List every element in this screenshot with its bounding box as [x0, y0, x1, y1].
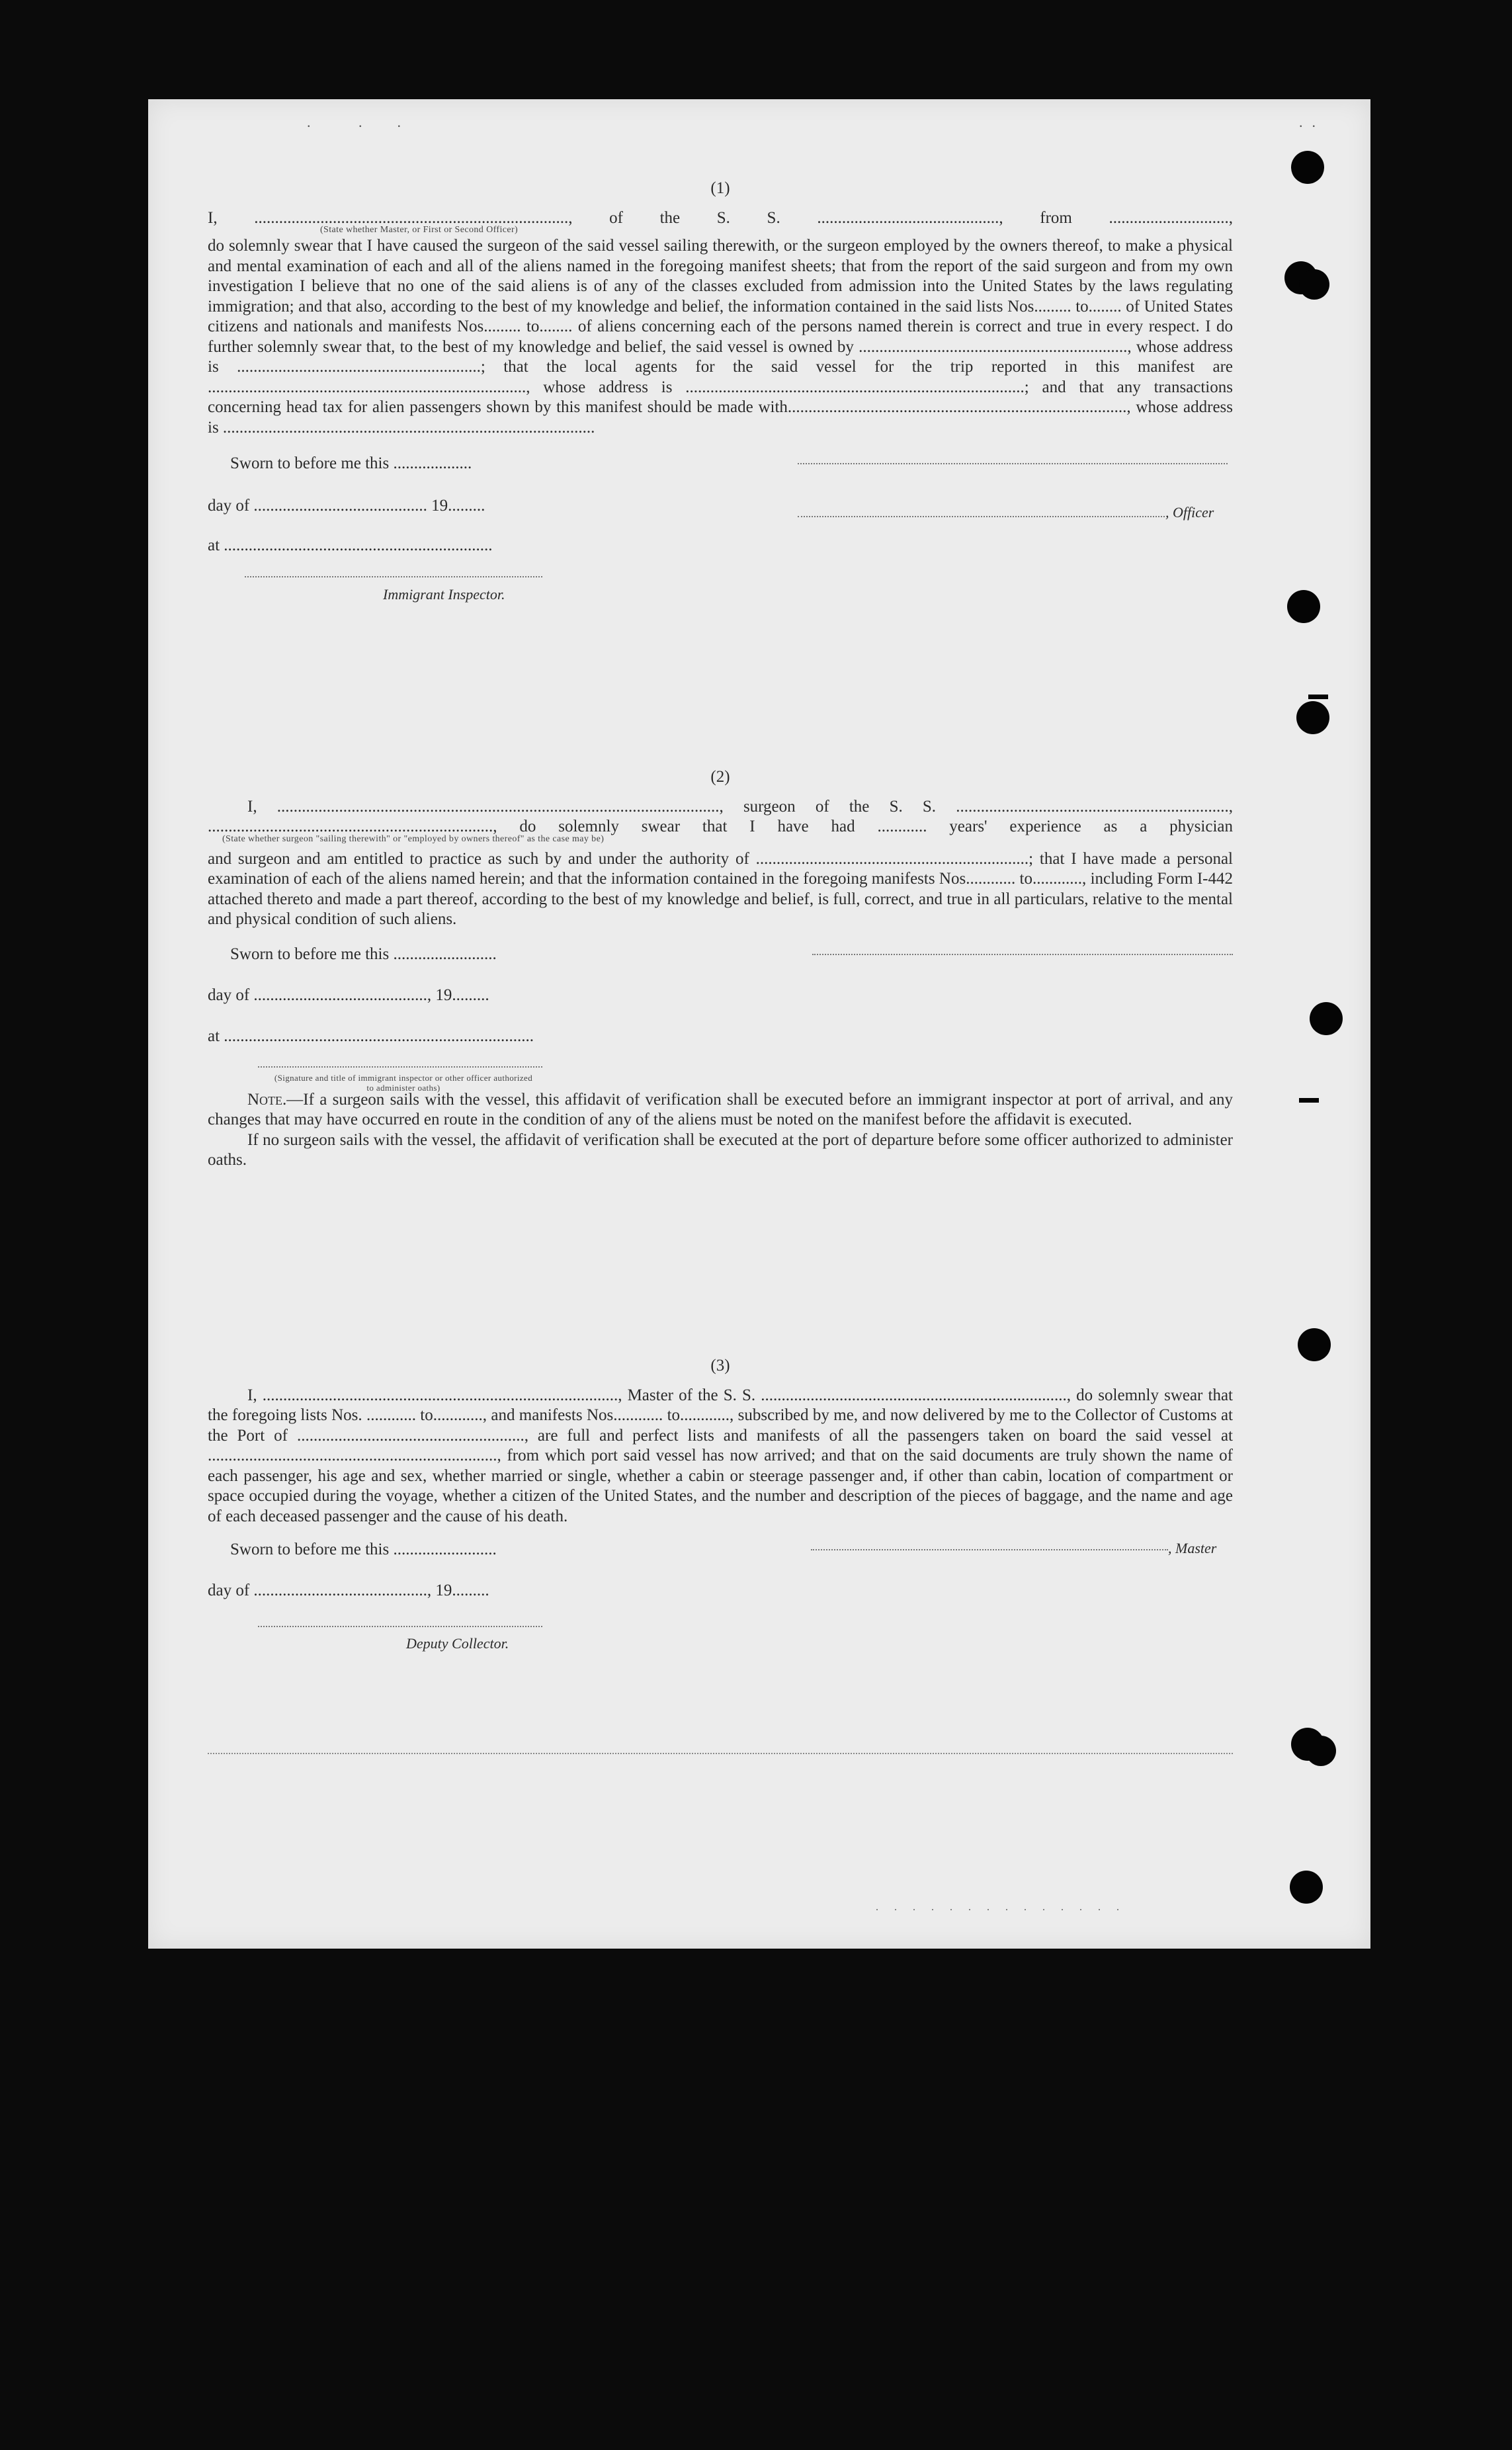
- field-caption: (State whether surgeon "sailing therewith" or "employed by owners thereof" as the case may be): [222, 833, 605, 844]
- punch-hole: [1290, 1871, 1323, 1904]
- scan-speck: . . . . . . . . . . . . . .: [876, 1902, 1126, 1913]
- section-heading: (3): [710, 1357, 730, 1374]
- punch-hole: [1284, 261, 1318, 294]
- scan-speck: ..: [1299, 114, 1325, 130]
- sworn-line: Sworn to before me this .........................: [230, 1541, 497, 1558]
- manifest-page: [148, 99, 1370, 1949]
- signature-line: [798, 463, 1228, 464]
- scan-mark: [1299, 1098, 1319, 1103]
- surgeon-line: I, ..........................................................................................................., surgeon of the S. S. ..................................................................,: [247, 797, 1233, 816]
- field-caption: (State whether Master, or First or Second Officer): [320, 225, 519, 235]
- officer-signature-line: [798, 516, 1165, 517]
- punch-hole: [1291, 151, 1324, 184]
- day-line: day of .........................................., 19.........: [208, 1582, 489, 1599]
- note-paragraph-2: If no surgeon sails with the vessel, the affidavit of verification shall be executed at the port of departure before some officer authorized to administer oaths.: [208, 1130, 1233, 1169]
- section-heading: (1): [710, 179, 730, 197]
- affidavit-surgeon: [208, 767, 1233, 1171]
- affidavit-master-customs: [208, 1356, 1233, 1672]
- collector-signature-line: [258, 1626, 542, 1627]
- bottom-rule: [208, 1753, 1233, 1754]
- section-heading: (2): [710, 768, 730, 786]
- officer-title: , Officer: [1165, 504, 1214, 521]
- punch-hole: [1310, 1002, 1343, 1035]
- signature-line: [812, 954, 1233, 955]
- master-signature-line: [811, 1549, 1168, 1550]
- inspector-title: Immigrant Inspector.: [383, 586, 505, 603]
- scan-speck: . . .: [307, 114, 410, 130]
- officer-signature-line: [258, 1066, 542, 1068]
- at-line: at .................................................................: [208, 536, 493, 554]
- collector-title: Deputy Collector.: [406, 1635, 509, 1652]
- experience-line: ....................................................................., do solemnly swear that I have had ............ years' experience as a physician: [208, 818, 1233, 835]
- affidavit-body: I, ......................................................................................, Master of the S. S. .........................................................................., do solemnly swear that the foregoing lists Nos. ............ to............, and manifests Nos............ to............, subscribed by me, and now delivered by me to the Collector of Customs at the Port of ......................................................., are full and perfect lists and manifests of all the passengers taken on board the said vessel at ......................................................................, from which port said vessel has now arrived; and that on the said documents are truly shown the name of each passenger, his age and sex, whether married or single, whether a cabin or steerage passenger and, if other than cabin, location of compartment or space occupied during the voyage, whether a citizen of the United States, and the number and description of the pieces of baggage, and the name and age of each deceased passenger and the cause of his death.: [208, 1386, 1233, 1525]
- field-caption: (Signature and title of immigrant inspector or other officer authorized to administer oaths): [274, 1072, 533, 1093]
- sworn-line: Sworn to before me this .........................: [230, 945, 497, 963]
- master-line: I, ............................................................................, of the S. S. ............................................, from .............................,: [208, 208, 1233, 227]
- at-line: at ...........................................................................: [208, 1027, 534, 1045]
- affidavit-master: [208, 179, 1233, 606]
- master-title: , Master: [1168, 1540, 1217, 1556]
- punch-hole: [1296, 701, 1329, 734]
- sworn-line: Sworn to before me this ...................: [230, 454, 472, 472]
- punch-hole: [1291, 1728, 1324, 1761]
- day-line: day of .......................................... 19.........: [208, 497, 485, 515]
- note-paragraph: [208, 1090, 1233, 1130]
- day-line: day of .........................................., 19.........: [208, 986, 489, 1004]
- affidavit-body: do solemnly swear that I have caused the surgeon of the said vessel sailing therewith, or the surgeon employed by the owners thereof, to make a physical and mental examination of each and all of the aliens named in the foregoing manifest sheets; that from the report of the said surgeon and from my own investigation I believe that no one of the said aliens is of any of the classes excluded from admission into the United States by the laws regulating immigration; and that also, according to the best of my knowledge and belief, the information contained in the said lists Nos......... to........ of United States citizens and nationals and manifests Nos......... to........ of aliens concerning each of the persons named therein is correct and true in every respect. I do further solemnly swear that, to the best of my knowledge and belief, the said vessel is owned by ................................................................., whose address is ...........................................................; that the local agents for the said vessel for the trip reported in this manifest are ............................................................................., whose address is ..................................................................................; and that any transactions concerning head tax for alien passengers shown by this manifest should be made with.................................................................................., whose address is ..........................................................................................: [208, 237, 1233, 437]
- affidavit-body: and surgeon and am entitled to practice as such by and under the authority of ..................................................................; that I have made a personal examination of each of the aliens named herein; and that the information contained in the foregoing manifests Nos............ to............, including Form I-442 attached thereto and made a part thereof, according to the best of my knowledge and belief, is full, correct, and true in all particulars, relative to the mental and physical condition of such aliens.: [208, 849, 1233, 928]
- inspector-signature-line: [245, 576, 542, 577]
- punch-hole: [1298, 1328, 1331, 1361]
- note-text: —If a surgeon sails with the vessel, this affidavit of verification shall be executed before an immigrant inspector at port of arrival, and any changes that may have occurred en route in the condition of any of the aliens must be noted on the manifest before the affidavit is executed.: [208, 1090, 1233, 1128]
- note-label: Note.: [247, 1090, 287, 1109]
- scan-mark: [1308, 695, 1328, 699]
- punch-hole: [1287, 590, 1320, 623]
